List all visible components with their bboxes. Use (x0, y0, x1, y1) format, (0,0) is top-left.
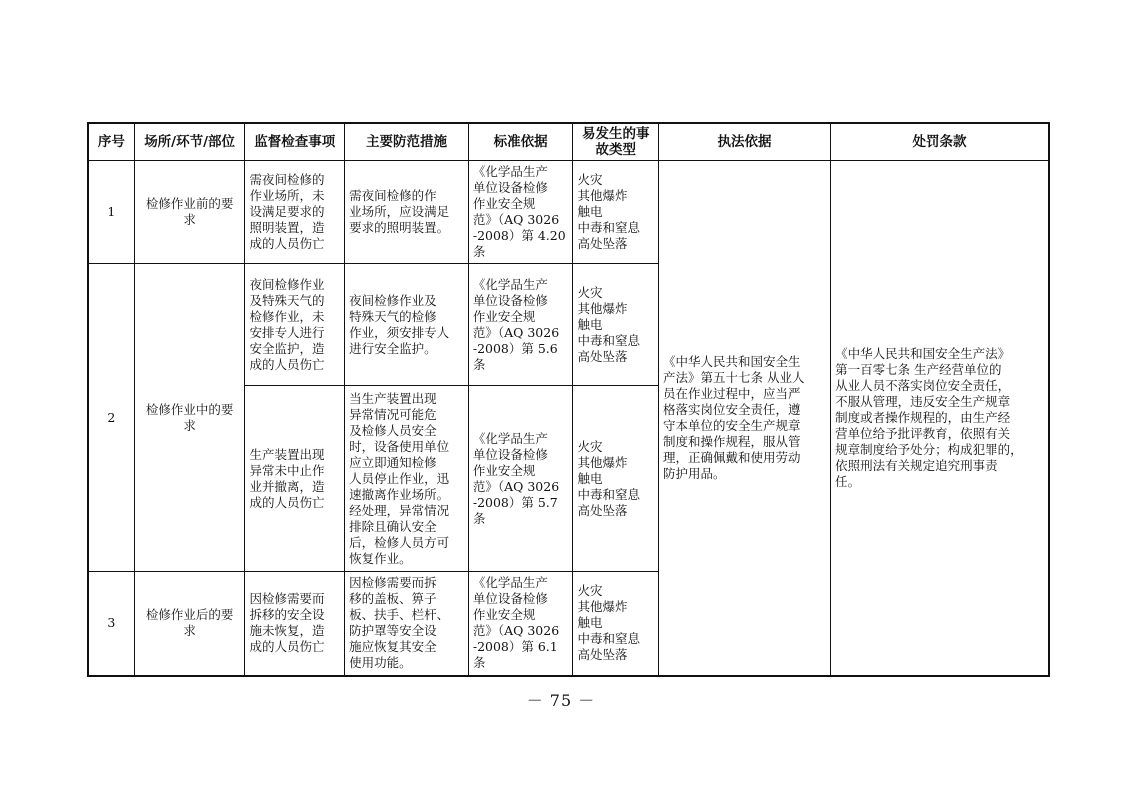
row-accident: 火灾 其他爆炸 触电 中毒和窒息 高处坠落 (573, 386, 659, 572)
header-measures: 主要防范措施 (345, 123, 469, 161)
row-place: 检修作业后的要 求 (134, 572, 245, 676)
header-accident: 易发生的事 故类型 (573, 123, 659, 161)
row-standard: 《化学品生产 单位设备检修 作业安全规 范》（AQ 3026 -2008）第 5.6 条 (468, 264, 573, 386)
header-place: 场所/环节/部位 (134, 123, 245, 161)
row-seq: 3 (88, 572, 134, 676)
row-place: 检修作业中的要 求 (134, 264, 245, 572)
row-inspection: 需夜间检修的 作业场所，未 设满足要求的 照明装置，造 成的人员伤亡 (245, 161, 345, 264)
header-seq: 序号 (88, 123, 134, 161)
row-standard: 《化学品生产 单位设备检修 作业安全规 范》（AQ 3026 -2008）第 4.20 条 (468, 161, 573, 264)
row-measures: 需夜间检修的作 业场所，应设满足 要求的照明装置。 (345, 161, 469, 264)
law-basis-cell: 《中华人民共和国安全生 产法》第五十七条 从业人 员在作业过程中，应当严 格落实岗位安全责任，遵 守本单位的安全生产规章 制度和操作规程，服从管 理，正确佩戴和使用劳动 防护用品。 (659, 161, 831, 676)
header-inspection: 监督检查事项 (245, 123, 345, 161)
table-header-row (88, 123, 1049, 161)
table-row (88, 161, 1049, 264)
row-seq: 1 (88, 161, 134, 264)
inspection-table (87, 122, 1050, 677)
header-law: 执法依据 (659, 123, 831, 161)
penalty-clause-cell: 《中华人民共和国安全生产法》 第一百零七条 生产经营单位的 从业人员不落实岗位安全责任， 不服从管理，违反安全生产规章 制度或者操作规程的，由生产经 营单位给予批评教育，依照有关 规章制度给予处分；构成犯罪的， 依照刑法有关规定追究刑事责 任。 (831, 161, 1049, 676)
row-seq: 2 (88, 264, 134, 572)
row-accident: 火灾 其他爆炸 触电 中毒和窒息 高处坠落 (573, 264, 659, 386)
row-standard: 《化学品生产 单位设备检修 作业安全规 范》（AQ 3026 -2008）第 5.7 条 (468, 386, 573, 572)
header-penalty: 处罚条款 (831, 123, 1049, 161)
row-inspection: 生产装置出现 异常未中止作 业并撤离，造 成的人员伤亡 (245, 386, 345, 572)
row-inspection: 因检修需要而 拆移的安全设 施未恢复，造 成的人员伤亡 (245, 572, 345, 676)
row-accident: 火灾 其他爆炸 触电 中毒和窒息 高处坠落 (573, 161, 659, 264)
row-accident: 火灾 其他爆炸 触电 中毒和窒息 高处坠落 (573, 572, 659, 676)
page-number: － 75 － (526, 691, 596, 710)
row-inspection: 夜间检修作业 及特殊天气的 检修作业，未 安排专人进行 安全监护，造 成的人员伤亡 (245, 264, 345, 386)
header-standard: 标准依据 (468, 123, 573, 161)
row-measures: 夜间检修作业及 特殊天气的检修 作业，须安排专人 进行安全监护。 (345, 264, 469, 386)
row-place: 检修作业前的要 求 (134, 161, 245, 264)
row-standard: 《化学品生产 单位设备检修 作业安全规 范》（AQ 3026 -2008）第 6.1 条 (468, 572, 573, 676)
row-measures: 当生产装置出现 异常情况可能危 及检修人员安全 时，设备使用单位 应立即通知检修 人员停止作业，迅 速撤离作业场所。 经处理，异常情况 排除且确认安全 后，检修人员方可 恢复作业。 (345, 386, 469, 572)
row-measures: 因检修需要而拆 移的盖板、箅子 板、扶手、栏杆、 防护罩等安全设 施应恢复其安全 使用功能。 (345, 572, 469, 676)
